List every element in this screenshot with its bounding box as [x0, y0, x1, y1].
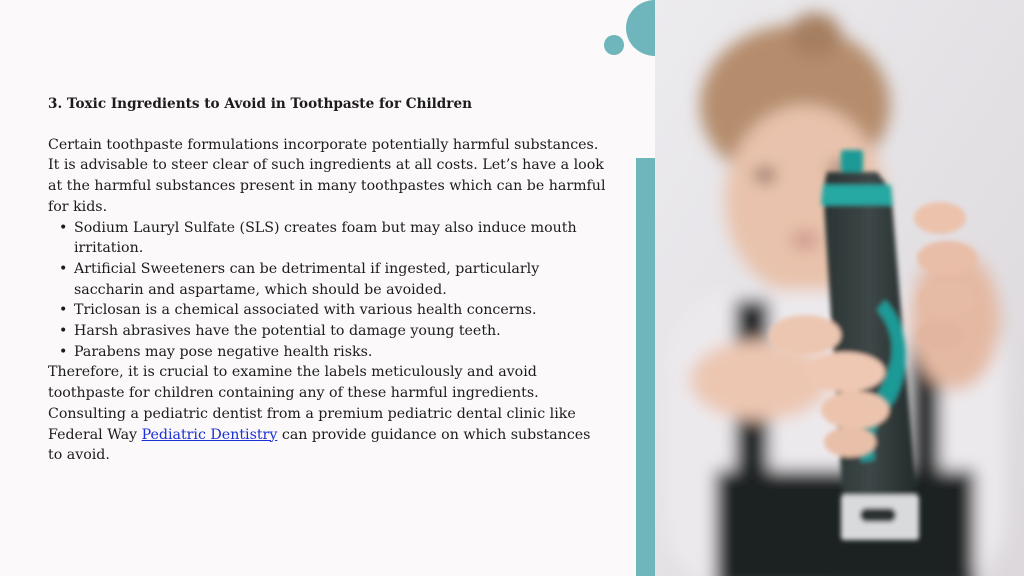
accent-bar	[636, 158, 655, 576]
conclusion-text: Therefore, it is crucial to examine the labels meticulously and avoid toothpaste for children containing any of these harmful ingredients. Consulting a pediatric dentist from a premium pediatric dental clinic like Federal Way	[48, 364, 576, 443]
conclusion-text-end: can provide guidance on which substances to avoid.	[48, 426, 591, 464]
list-item: • Artificial Sweeteners can be detrimental if ingested, particularly saccharin and aspartame, which should be avoided.	[48, 259, 608, 300]
intro-paragraph: Certain toothpaste formulations incorporate potentially harmful substances. It is advisable to steer clear of such ingredients at all costs. Let’s have a look at the harmful substances present in many toothpastes which can be harmful for kids.	[48, 136, 606, 215]
pediatric-dentistry-link[interactable]: Pediatric Dentistry	[141, 426, 278, 443]
list-item: • Triclosan is a chemical associated with various health concerns.	[48, 300, 608, 321]
article-body	[48, 94, 608, 466]
list-item: • Harsh abrasives have the potential to damage young teeth.	[48, 321, 608, 342]
decorative-circle-small	[604, 35, 624, 55]
ingredient-list	[48, 218, 608, 363]
conclusion-paragraph	[48, 362, 608, 466]
list-item: • Sodium Lauryl Sulfate (SLS) creates foam but may also induce mouth irritation.	[48, 218, 608, 259]
child-holding-toothpaste-photo	[655, 0, 1024, 576]
section-heading: 3. Toxic Ingredients to Avoid in Toothpaste for Children	[48, 96, 472, 112]
list-item: • Parabens may pose negative health risks.	[48, 342, 608, 363]
